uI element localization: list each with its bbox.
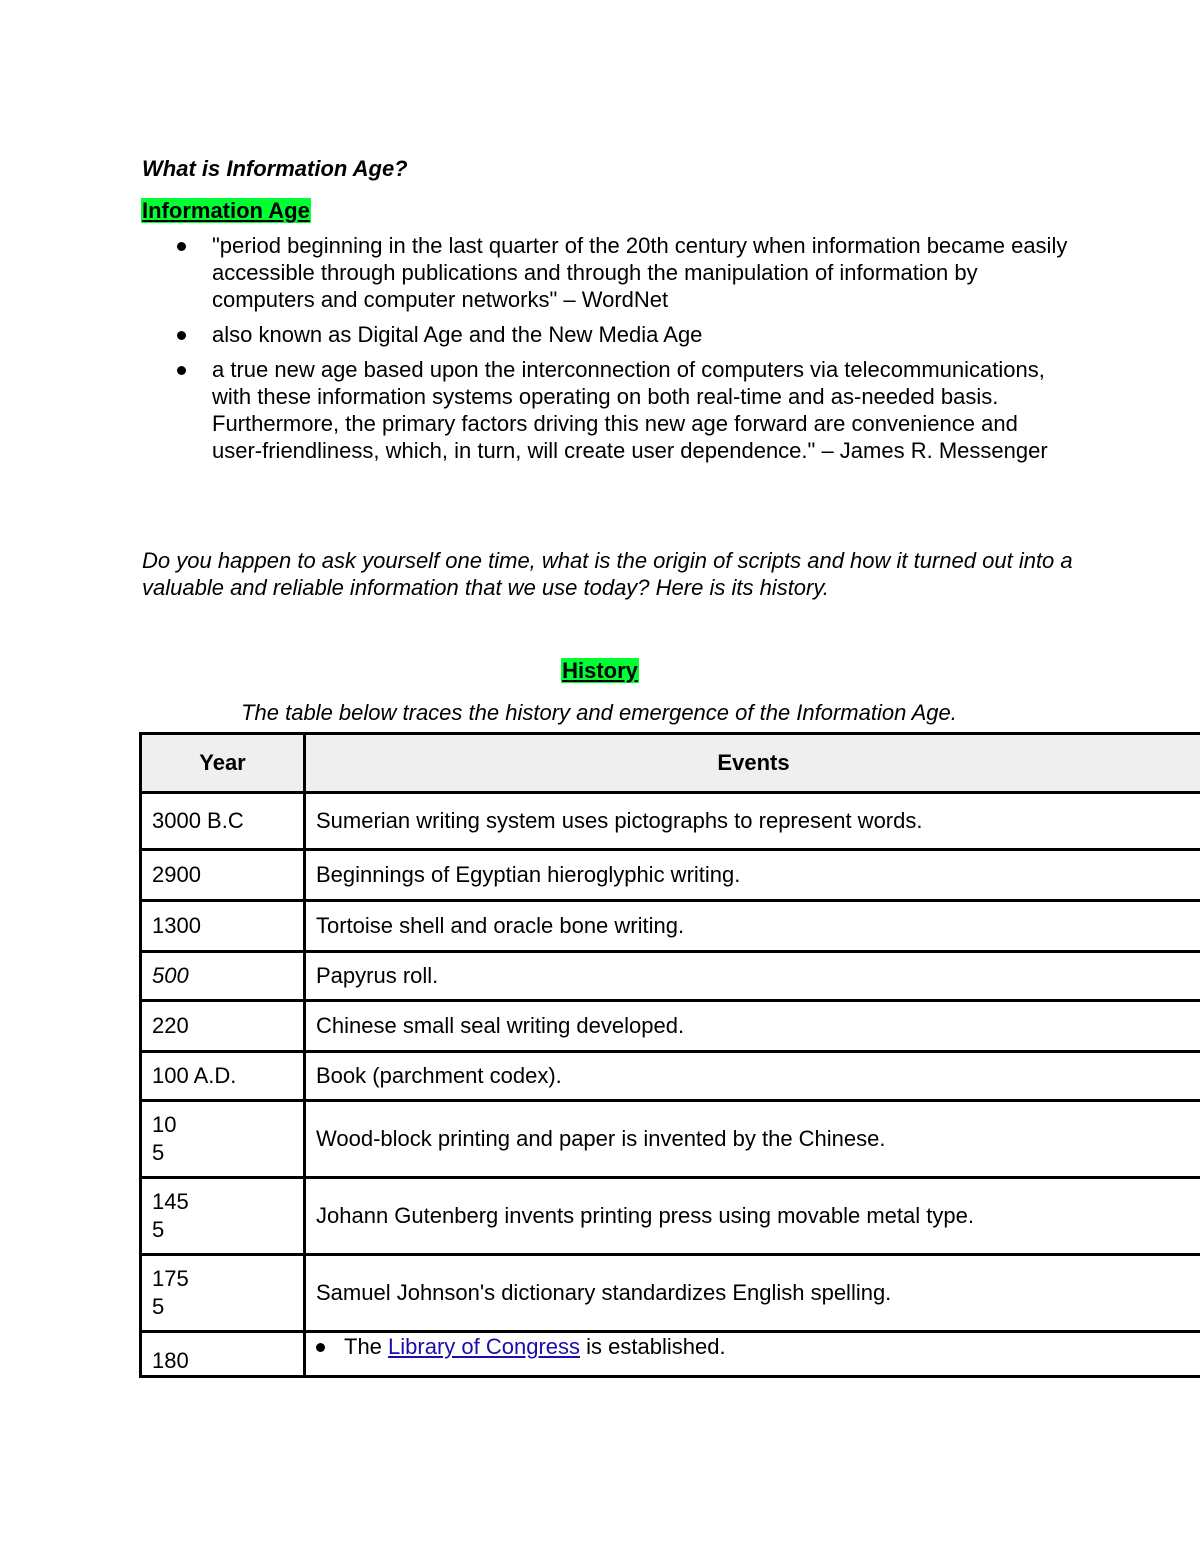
event-cell: Chinese small seal writing developed.	[305, 1001, 1200, 1052]
year-cell	[141, 793, 305, 850]
event-cell: Book (parchment codex).	[305, 1052, 1200, 1101]
table-row	[141, 850, 1200, 901]
year-value: 1300	[152, 913, 201, 938]
table-caption	[0, 700, 1200, 726]
table-row	[141, 1332, 1200, 1377]
table-row	[141, 952, 1200, 1001]
event-cell: Tortoise shell and oracle bone writing.	[305, 901, 1200, 952]
year-value-wrap: 5	[152, 1140, 165, 1165]
year-value: 500	[152, 963, 189, 988]
year-value-wrap: 5	[152, 1294, 165, 1319]
table-caption-text: The table below traces the history and emergence of the Information Age.	[241, 700, 957, 725]
history-table	[139, 732, 1200, 1378]
year-cell	[141, 901, 305, 952]
year-cell	[141, 1178, 305, 1255]
event-cell: Beginnings of Egyptian hieroglyphic writing.	[305, 850, 1200, 901]
events-column-header: Events	[305, 734, 1200, 793]
event-cell: Samuel Johnson's dictionary standardizes English spelling.	[305, 1255, 1200, 1332]
event-text-prefix: The	[344, 1334, 382, 1359]
list-item: a true new age based upon the interconnection of computers via telecommunications, with these information systems operating on both real-time and as-needed basis. Furthermore, the primary factors driving this new age forward are convenience and user-friendliness, which, in turn, will create user dependence." – James R. Messenger	[212, 356, 1072, 464]
definition-heading-text: Information Age	[142, 198, 310, 223]
table-row	[141, 1101, 1200, 1178]
history-heading	[0, 658, 1200, 684]
table-row	[141, 1052, 1200, 1101]
year-cell	[141, 952, 305, 1001]
intro-question: Do you happen to ask yourself one time, what is the origin of scripts and how it turned out into a valuable and reliable information that we use today? Here is its history.	[142, 548, 1073, 600]
year-value: 10	[152, 1112, 177, 1137]
list-item: "period beginning in the last quarter of the 20th century when information became easily accessible through publications and through the manipulation of information by computers and computer networks" – WordNet	[212, 232, 1072, 313]
event-cell: Johann Gutenberg invents printing press using movable metal type.	[305, 1178, 1200, 1255]
table-header-row	[141, 734, 1200, 793]
definition-list	[212, 232, 1072, 472]
year-value: 220	[152, 1013, 189, 1038]
table-row	[141, 1255, 1200, 1332]
event-cell: Papyrus roll.	[305, 952, 1200, 1001]
year-value: 145	[152, 1189, 189, 1214]
history-heading-text: History	[562, 658, 638, 683]
year-value: 3000 B.C	[152, 808, 244, 833]
table-row	[141, 1178, 1200, 1255]
table-row	[141, 1001, 1200, 1052]
year-value: 180	[152, 1348, 189, 1373]
year-value: 2900	[152, 862, 201, 887]
year-cell	[141, 1001, 305, 1052]
year-cell	[141, 1052, 305, 1101]
page-title: What is Information Age?	[142, 156, 408, 181]
year-cell	[141, 1255, 305, 1332]
event-cell	[305, 1332, 1200, 1377]
library-of-congress-link[interactable]: Library of Congress	[388, 1334, 581, 1359]
event-text-suffix: is established.	[586, 1334, 726, 1359]
year-value: 175	[152, 1266, 189, 1291]
definition-heading	[141, 198, 311, 224]
year-cell	[141, 1101, 305, 1178]
year-column-header: Year	[141, 734, 305, 793]
year-value-wrap: 5	[152, 1217, 165, 1242]
year-cell	[141, 850, 305, 901]
year-value: 100 A.D.	[152, 1063, 237, 1088]
event-cell: Sumerian writing system uses pictographs to represent words.	[305, 793, 1200, 850]
table-row	[141, 793, 1200, 850]
year-cell	[141, 1332, 305, 1377]
event-cell: Wood-block printing and paper is invented by the Chinese.	[305, 1101, 1200, 1178]
table-row	[141, 901, 1200, 952]
event-bullet	[316, 1333, 1191, 1361]
list-item: also known as Digital Age and the New Media Age	[212, 321, 1072, 348]
